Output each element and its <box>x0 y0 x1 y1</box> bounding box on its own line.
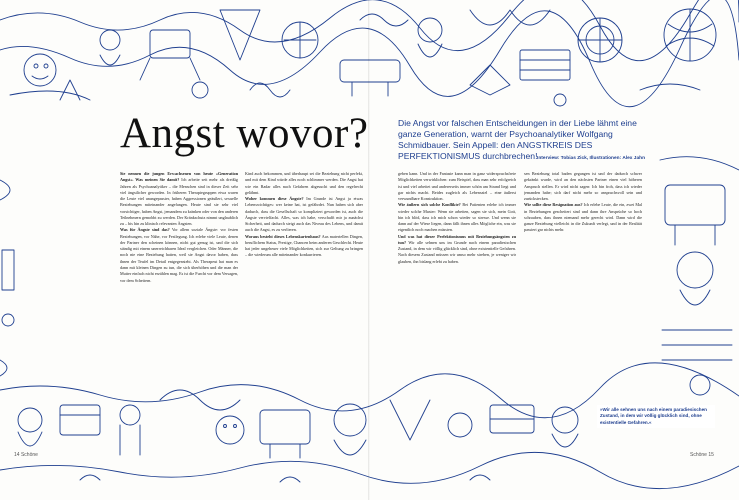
footer-right <box>690 452 714 458</box>
answer: Wir alle sehnen uns im Grunde nach einem paradiesischen Zustand, in dem wir völlig glücklich sind, ohne existentielle Gefahren. Nach diesem Zustand müssen wir umso mehr streben, je weniger wir glauben, ihn bislang erlebt zu haben. <box>398 239 516 264</box>
paragraph <box>524 202 642 233</box>
answer: Ich erlebe Leute, die ein, zwei Mal in Beziehungen gescheitert sind und dann ihre Ansprüche so hoch schrauben, dass ihnen niemand mehr gerecht wird. Dann wird die ganze Beziehung vielleicht in die Zukunft verlegt, und in der Realität passiert gar nichts mehr. <box>524 202 642 233</box>
pull-quote: »Wir alle sehnen uns nach einem paradiesischen Zustand, in dem wir völlig glücklich sind, ohne existentielle Gefahren.« <box>597 405 715 428</box>
question: Wie äußern sich solche Konflikte? <box>398 202 461 208</box>
magazine-name-left: Schöne <box>20 452 38 458</box>
question: Was für Ängste sind das? <box>120 227 170 233</box>
question: Woher kommen diese Ängste? <box>245 196 304 202</box>
answer: Bei Patienten erlebe ich immer wieder solche Muster: Wenn sie arbeiten, sagen sie sich, mein Gott, bin ich blöd, dass ich mich schon wieder so stresse. Und wenn sie dann auf der Wiese liegen, dann fällt ihnen alles Mögliche ein, was sie eigentlich noch machen müssten. <box>398 202 516 233</box>
answer: Vor allem soziale Ängste: vor festen Beziehungen, vor Nähe, vor Festlegung. Ich erlebe viele Leute, denen der Partner den scheinen können, nicht gut genug ist, und die sich ständig mit einem unerreichbaren Ideal vergleichen. Oder Männer, die noch nie eine Beziehung hatten, weil sie Angst davor haben, dass ihnen der Teufel im Detail entgegensteht. Als Therapeut hat man es dann mit kleinen Dingen zu tun, die sich überhöhen und die man der Mutter einfach nicht erzählen mag. Es ist die Furcht vor dem Versagen, vor dem Scheitern. <box>120 227 238 283</box>
paragraph <box>398 202 516 233</box>
text-column-2 <box>245 171 363 376</box>
answer: Aus materiellen Dingen, beruflichem Status, Prestige, Chancen beim anderen Geschlecht. Heute hat jeder ungeheuer viele Möglichkeiten, sich zur Geltung zu bringen – die wiederum alle miteinander konkurrieren. <box>245 233 363 258</box>
article-credit: Interview: Tobias Zick, Illustrationen: Alex Jahn <box>537 156 645 161</box>
paragraph <box>245 234 363 259</box>
paragraph <box>524 171 642 202</box>
paragraph <box>120 171 238 227</box>
page-number-left: 14 <box>14 452 20 458</box>
answer: geben kann. Und in der Fantasie kann man in ganz widerspruchsfreie Möglichkeiten verwirklichen: zum Beispiel, dass man sehr erfolgreich ist und viel arbeitet und andererseits immer schön am Strand liegt und gar nichts macht. Beides zugleich als Lebensziel – eine äußerst verwundbare Konstruktion. <box>398 171 516 202</box>
answer: Kind auch bekommen, und überhaupt sei die Beziehung nicht perfekt, und mit dem Kind würde alles noch schlimmer werden. Die Angst hat wie ein Radar alles nach Gefahren abgesucht und den regelrecht gelähmt. <box>245 171 363 195</box>
answer: sen Beziehung total baden gegangen ist und der dadurch schwer gekränkt wurde, wird an den nächsten Partner einen viel höheren Anspruch stellen. Er wird nicht sagen: Ich bin froh, dass ich wieder jemanden habe; sich darf nicht mehr so anspruchsvoll sein und zurückstecken. <box>524 171 642 202</box>
magazine-name-right: Schöne <box>690 452 707 458</box>
text-column-1 <box>120 171 238 376</box>
illustration-left <box>0 180 14 376</box>
page-gutter <box>368 0 370 500</box>
illustration-right <box>660 157 739 395</box>
paragraph <box>120 227 238 283</box>
answer: Ich arbeite seit mehr als dreißig Jahren als Psychoanalytiker – die Menschen sind in dieser Zeit sehr viel ängstlicher geworden. In früheren Therapiegruppen etwa waren die Leute viel unangepasster, haben Aggressionen geäußert, sexuelle Beziehungen miteinander angefangen. Heute sind sie sehr viel vorsichtiger, haben Angst, jemandem zu kränken oder von den anderen Teilnehmern gemobbt zu werden. Der Kränkschutz nimmt unglaublich zu – bis hin zu klinisch relevanten Ängsten. <box>120 177 238 227</box>
answer: Im Grunde ist Angst ja etwas Lebenswichtiges: wer keine hat, ist gefährdet. Nun haben sich aber dadurch, dass die Gesellschaft so kompliziert geworden ist, auch die Ängste vervielfacht. Alles, was ich habe, verschafft mir ja zunächst Sicherheit, und dadurch steigt auch das Niveau des Lebens, und damit auch die Angst, es zu verlieren. <box>245 196 363 233</box>
paragraph <box>398 234 516 265</box>
question: Und was hat dieser Perfektionismus mit Beziehungsängsten zu tun? <box>398 233 516 245</box>
page-number-right: 15 <box>708 452 714 458</box>
article-title: Angst wovor? <box>120 110 369 157</box>
question: Sie nennen die jungen Erwachsenen von heute »Generation Angst«. Was meinen Sie damit? <box>120 171 238 183</box>
paragraph <box>245 171 363 196</box>
question: Wie sollte diese Resignation aus? <box>524 202 583 208</box>
text-column-4 <box>524 171 642 376</box>
paragraph <box>398 171 516 202</box>
paragraph <box>245 196 363 234</box>
text-column-3 <box>398 171 516 376</box>
footer-left <box>14 452 38 458</box>
question: Woraus besteht dieses Lebenskartenhaus? <box>245 233 321 239</box>
article-dek: Die Angst vor falschen Entscheidungen in der Liebe lähmt eine ganze Generation, warnt der Psychoanalytiker Wolfgang Schmidbauer. Sein Appell: den ANGSTKREIS DES PERFEKTIONISMUS durchbrechen! <box>398 118 637 161</box>
